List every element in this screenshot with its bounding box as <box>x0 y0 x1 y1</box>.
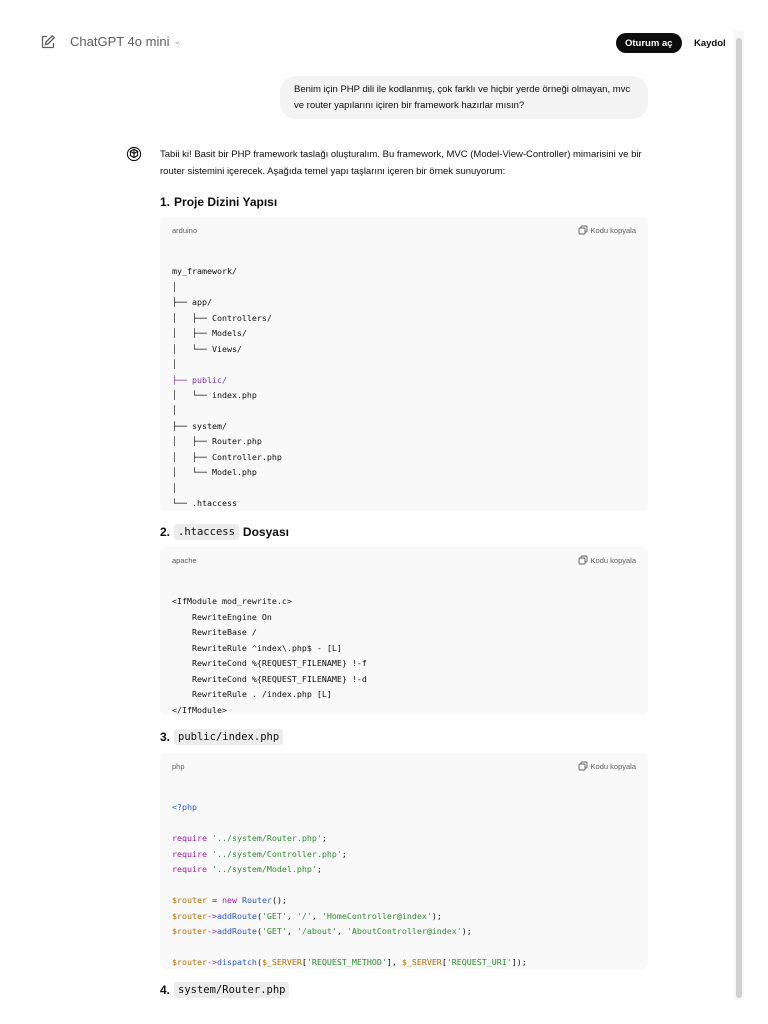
code-line: RewriteCond %{REQUEST_FILENAME} !-f <box>172 658 367 669</box>
scrollbar-thumb[interactable] <box>736 38 742 998</box>
code-line: RewriteBase / <box>172 627 257 638</box>
assistant-intro: Tabii ki! Basit bir PHP framework taslağı oluşturalım. Bu framework, MVC (Model-View-Controller) mimarisini ve bir router sistemini içerecek. Aşağıda temel yapı taşlarını içeren bir örnek sunuyorum: <box>160 149 642 177</box>
code-body <box>160 243 648 511</box>
section-title: Proje Dizini Yapısı <box>174 195 278 209</box>
code-line <box>172 939 636 954</box>
code-line: <IfModule mod_rewrite.c> <box>172 596 292 607</box>
copy-icon <box>578 555 588 565</box>
code-header <box>160 753 648 779</box>
code-line: <?php <box>172 802 197 813</box>
code-block-htaccess <box>160 547 648 715</box>
code-line: RewriteRule ^index\.php$ - [L] <box>172 642 342 653</box>
code-body <box>160 779 648 969</box>
code-language: php <box>172 762 185 771</box>
code-line: require '../system/Router.php'; <box>172 833 327 844</box>
code-line: $router->dispatch($_SERVER['REQUEST_METHOD'], $_SERVER['REQUEST_URI']); <box>172 956 527 967</box>
openai-logo-icon <box>126 146 142 162</box>
section-heading-3 <box>160 729 283 745</box>
code-line <box>172 878 636 893</box>
code-line: $router->addRoute('GET', '/', 'HomeController@index'); <box>172 910 442 921</box>
section-code-title: system/Router.php <box>174 982 289 998</box>
code-line: </IfModule> <box>172 704 227 715</box>
code-language: arduino <box>172 226 198 235</box>
code-line: ├── app/ <box>172 297 212 308</box>
code-line: │ ├── Router.php <box>172 436 262 447</box>
code-line: │ ├── Controllers/ <box>172 312 272 323</box>
copy-label: Kodu kopyala <box>590 225 636 235</box>
section-number: 4. <box>160 983 171 997</box>
code-line: │ <box>172 405 177 416</box>
login-button[interactable]: Oturum aç <box>616 33 682 53</box>
new-chat-icon[interactable] <box>40 34 56 50</box>
code-language: apache <box>172 556 197 565</box>
signup-button[interactable]: Kaydol <box>686 33 734 53</box>
code-line: RewriteEngine On <box>172 611 272 622</box>
code-block-directory <box>160 217 648 511</box>
section-heading-1 <box>160 195 277 209</box>
code-line: │ └── Model.php <box>172 467 257 478</box>
copy-code-button[interactable] <box>578 225 636 235</box>
section-number: 2. <box>160 525 171 539</box>
code-line: $router = new Router(); <box>172 895 287 906</box>
model-selector[interactable] <box>70 34 181 49</box>
code-line: │ ├── Models/ <box>172 328 247 339</box>
copy-code-button[interactable] <box>578 761 636 771</box>
model-label: ChatGPT 4o mini <box>70 34 170 49</box>
code-header <box>160 217 648 243</box>
section-code-title: .htaccess <box>174 524 239 540</box>
code-line: │ <box>172 482 177 493</box>
copy-icon <box>578 225 588 235</box>
code-line: │ <box>172 281 177 292</box>
copy-code-button[interactable] <box>578 555 636 565</box>
code-body <box>160 573 648 715</box>
code-line: └── .htaccess <box>172 498 237 509</box>
top-bar <box>0 0 740 86</box>
copy-icon <box>578 761 588 771</box>
section-number: 3. <box>160 730 171 744</box>
code-line: ├── system/ <box>172 420 227 431</box>
code-line: require '../system/Controller.php'; <box>172 848 347 859</box>
section-number: 1. <box>160 195 171 209</box>
code-line <box>172 816 636 831</box>
chevron-down-icon: ⌄ <box>173 36 182 46</box>
code-block-index-php <box>160 753 648 969</box>
section-title: Dosyası <box>242 525 289 539</box>
section-heading-4 <box>160 982 289 998</box>
code-header <box>160 547 648 573</box>
section-heading-2 <box>160 524 289 540</box>
copy-label: Kodu kopyala <box>590 555 636 565</box>
code-line: my_framework/ <box>172 266 237 277</box>
code-line: │ <box>172 359 177 370</box>
section-code-title: public/index.php <box>174 729 283 745</box>
code-line: RewriteRule . /index.php [L] <box>172 689 332 700</box>
user-message: Benim için PHP dili ile kodlanmış, çok farklı ve hiçbir yerde örneği olmayan, mvc ve router yapılarını içiren bir framework hazırlar mısın? <box>280 76 648 119</box>
code-line: RewriteCond %{REQUEST_FILENAME} !-d <box>172 673 367 684</box>
code-line: │ ├── Controller.php <box>172 451 282 462</box>
code-line: $router->addRoute('GET', '/about', 'AboutController@index'); <box>172 925 472 936</box>
code-line: require '../system/Model.php'; <box>172 864 322 875</box>
code-line: ├── public/ <box>172 374 227 385</box>
copy-label: Kodu kopyala <box>590 761 636 771</box>
code-line: │ └── Views/ <box>172 343 242 354</box>
code-line: │ └── index.php <box>172 389 257 400</box>
